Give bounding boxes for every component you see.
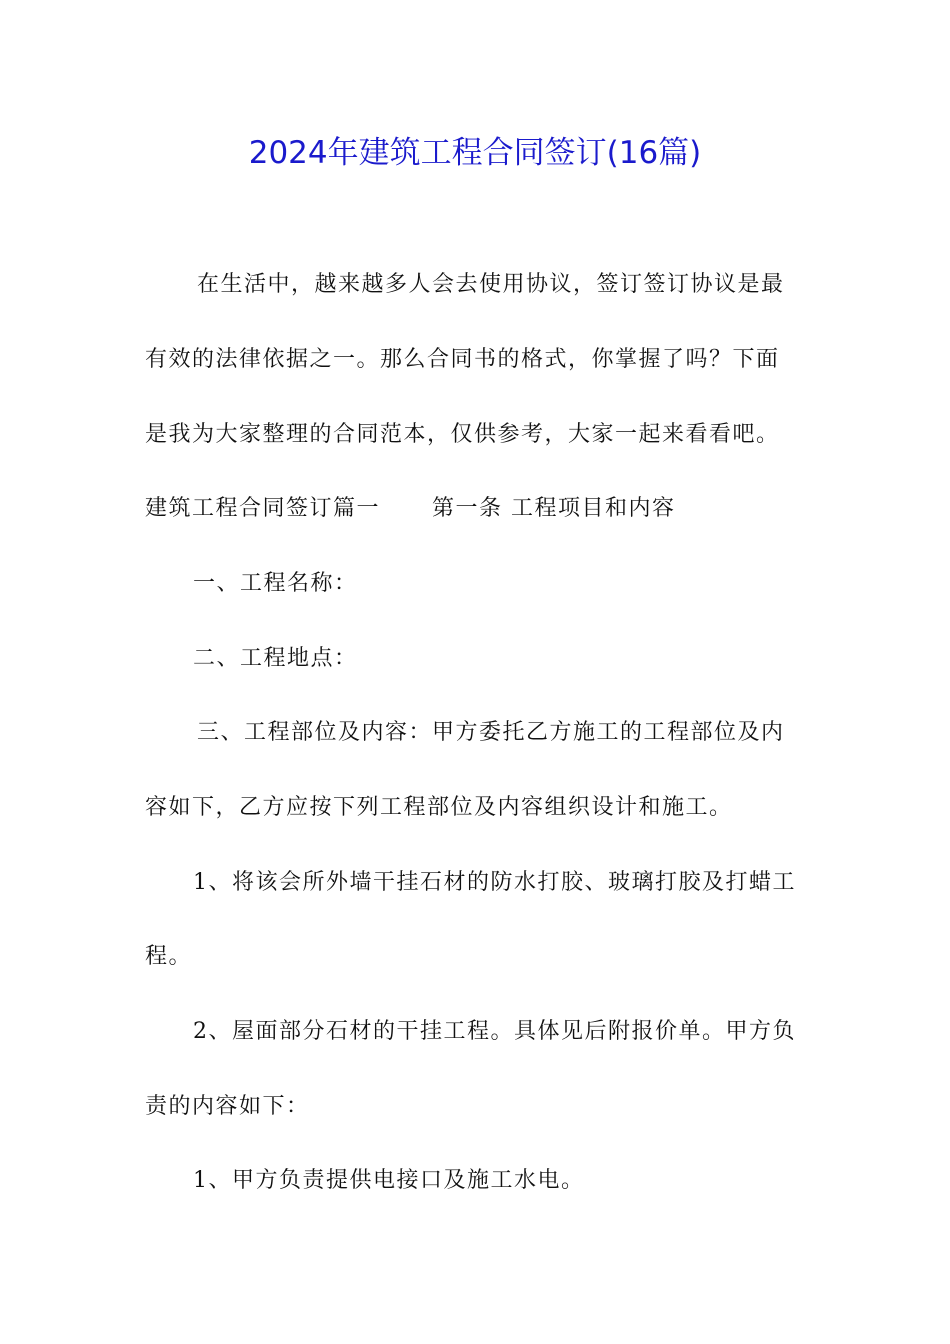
section-heading-line — [145, 494, 815, 524]
paragraph-line: 容如下，乙方应按下列工程部位及内容组织设计和施工。 — [145, 795, 733, 820]
paragraph-line: 1、将该会所外墙干挂石材的防水打胶、玻璃打胶及打蜡工 — [193, 870, 796, 895]
paragraph-line: 一、工程名称： — [193, 571, 358, 596]
paragraph-line: 有效的法律依据之一。那么合同书的格式，你掌握了吗？下面 — [145, 347, 780, 372]
paragraph-line: 1、甲方负责提供电接口及施工水电。 — [193, 1168, 585, 1193]
section-heading: 建筑工程合同签订篇一 — [145, 496, 381, 521]
paragraph-line: 在生活中，越来越多人会去使用协议，签订签订协议是最 — [197, 272, 785, 297]
paragraph-line: 程。 — [145, 944, 193, 969]
paragraph-line: 三、工程部位及内容：甲方委托乙方施工的工程部位及内 — [197, 720, 785, 745]
paragraph-line: 是我为大家整理的合同范本，仅供参考，大家一起来看看吧。 — [145, 422, 780, 447]
paragraph-line: 责的内容如下： — [145, 1094, 310, 1119]
article-heading: 第一条 工程项目和内容 — [432, 496, 676, 521]
paragraph-line: 二、工程地点： — [193, 646, 358, 671]
paragraph-line: 2、屋面部分石材的干挂工程。具体见后附报价单。甲方负 — [193, 1019, 796, 1044]
document-title: 2024年建筑工程合同签订(16篇) — [248, 135, 702, 171]
